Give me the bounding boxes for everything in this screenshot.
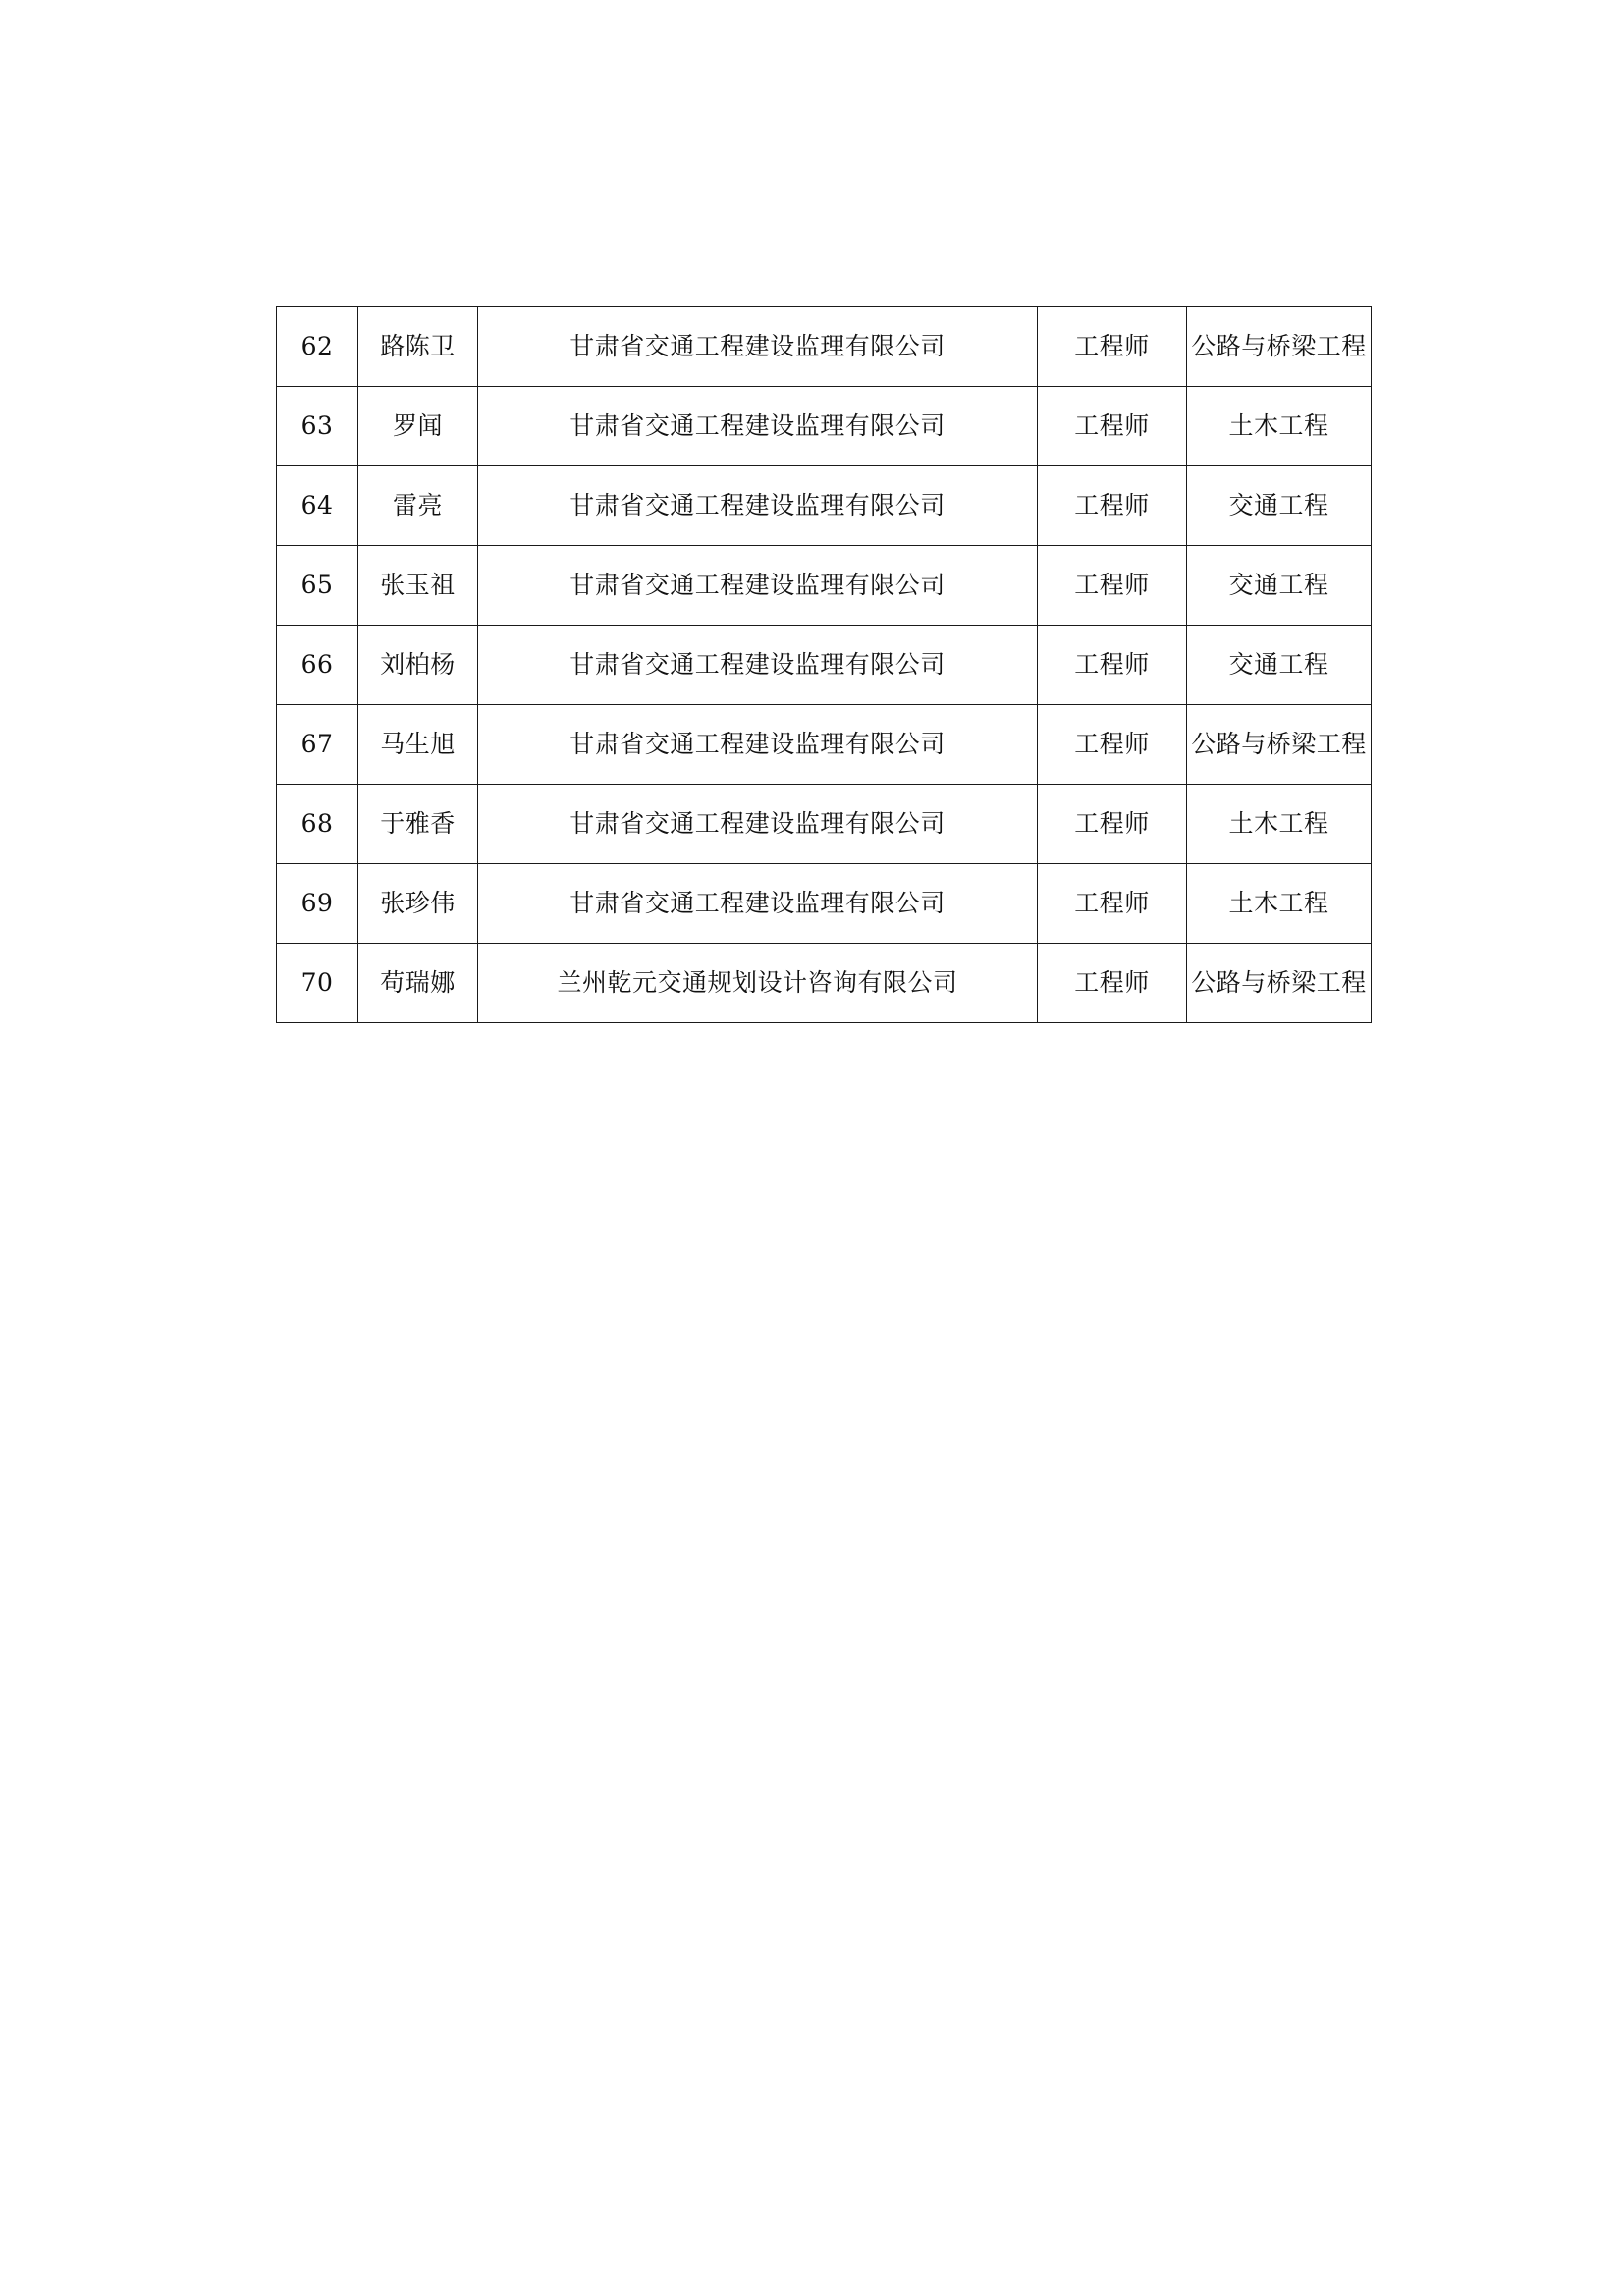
cell-organization: 甘肃省交通工程建设监理有限公司 xyxy=(478,864,1038,944)
cell-qualification-title: 工程师 xyxy=(1038,864,1187,944)
cell-organization: 甘肃省交通工程建设监理有限公司 xyxy=(478,705,1038,785)
cell-name: 雷亮 xyxy=(358,466,478,546)
cell-index: 63 xyxy=(277,387,358,466)
cell-organization: 甘肃省交通工程建设监理有限公司 xyxy=(478,626,1038,705)
cell-index: 70 xyxy=(277,944,358,1023)
cell-qualification-title: 工程师 xyxy=(1038,626,1187,705)
cell-index: 64 xyxy=(277,466,358,546)
cell-major: 交通工程 xyxy=(1187,466,1372,546)
cell-qualification-title: 工程师 xyxy=(1038,307,1187,387)
cell-organization: 甘肃省交通工程建设监理有限公司 xyxy=(478,546,1038,626)
table-row xyxy=(277,307,1372,387)
cell-major: 公路与桥梁工程 xyxy=(1187,944,1372,1023)
cell-major: 交通工程 xyxy=(1187,626,1372,705)
cell-name: 苟瑞娜 xyxy=(358,944,478,1023)
cell-organization: 甘肃省交通工程建设监理有限公司 xyxy=(478,466,1038,546)
cell-name: 路陈卫 xyxy=(358,307,478,387)
table-row xyxy=(277,546,1372,626)
table-row xyxy=(277,466,1372,546)
cell-name: 张珍伟 xyxy=(358,864,478,944)
cell-qualification-title: 工程师 xyxy=(1038,785,1187,864)
roster-table-body xyxy=(277,307,1372,1023)
cell-organization: 甘肃省交通工程建设监理有限公司 xyxy=(478,307,1038,387)
cell-index: 62 xyxy=(277,307,358,387)
table-row xyxy=(277,864,1372,944)
cell-name: 刘柏杨 xyxy=(358,626,478,705)
cell-qualification-title: 工程师 xyxy=(1038,705,1187,785)
cell-name: 马生旭 xyxy=(358,705,478,785)
cell-index: 65 xyxy=(277,546,358,626)
cell-name: 罗闻 xyxy=(358,387,478,466)
cell-qualification-title: 工程师 xyxy=(1038,944,1187,1023)
roster-table-container xyxy=(276,306,1371,1023)
cell-name: 于雅香 xyxy=(358,785,478,864)
cell-organization: 兰州乾元交通规划设计咨询有限公司 xyxy=(478,944,1038,1023)
table-row xyxy=(277,626,1372,705)
cell-index: 68 xyxy=(277,785,358,864)
cell-major: 土木工程 xyxy=(1187,864,1372,944)
cell-major: 公路与桥梁工程 xyxy=(1187,705,1372,785)
table-row xyxy=(277,387,1372,466)
cell-index: 67 xyxy=(277,705,358,785)
cell-major: 土木工程 xyxy=(1187,785,1372,864)
cell-index: 66 xyxy=(277,626,358,705)
cell-index: 69 xyxy=(277,864,358,944)
cell-qualification-title: 工程师 xyxy=(1038,466,1187,546)
cell-qualification-title: 工程师 xyxy=(1038,546,1187,626)
table-row xyxy=(277,944,1372,1023)
cell-name: 张玉祖 xyxy=(358,546,478,626)
table-row xyxy=(277,785,1372,864)
cell-organization: 甘肃省交通工程建设监理有限公司 xyxy=(478,785,1038,864)
cell-organization: 甘肃省交通工程建设监理有限公司 xyxy=(478,387,1038,466)
table-row xyxy=(277,705,1372,785)
cell-major: 公路与桥梁工程 xyxy=(1187,307,1372,387)
cell-qualification-title: 工程师 xyxy=(1038,387,1187,466)
cell-major: 交通工程 xyxy=(1187,546,1372,626)
roster-table xyxy=(276,306,1372,1023)
cell-major: 土木工程 xyxy=(1187,387,1372,466)
